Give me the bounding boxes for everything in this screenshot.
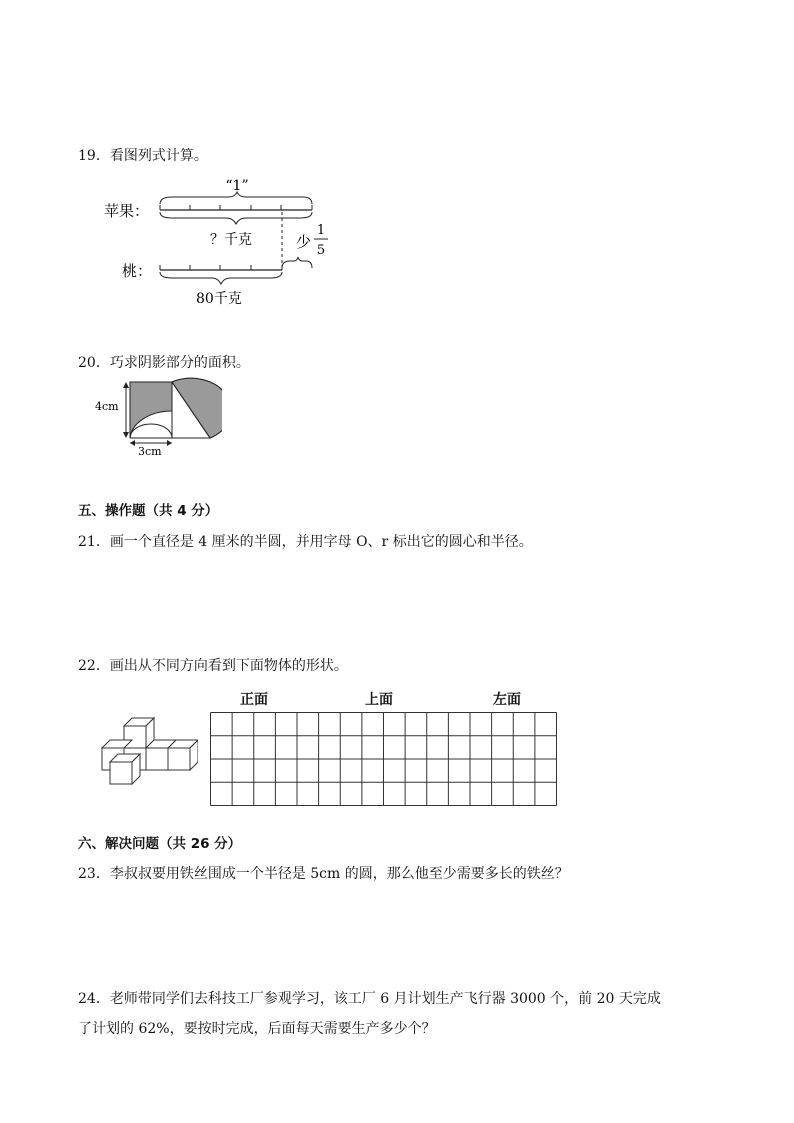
fraction-numerator: 1 (316, 223, 326, 238)
q19-text: 19．看图列式计算。 (78, 148, 208, 164)
peach-under-brace (160, 272, 282, 284)
q24-text-line1: 24．老师带同学们去科技工厂参观学习，该工厂 6 月计划生产飞行器 3000 个，前 20 天完成 (78, 991, 661, 1007)
peach-label: 桃： (122, 262, 153, 280)
section-6-title: 六、解决问题（共 26 分） (78, 836, 242, 852)
q20-diagram (92, 374, 222, 460)
bottom-semicircle (130, 424, 172, 438)
fraction-denominator: 5 (316, 243, 326, 258)
q23-text: 23．李叔叔要用铁丝围成一个半径是 5cm 的圆，那么他至少需要多长的铁丝？ (78, 866, 569, 882)
view-label-left: 左面 (493, 692, 521, 708)
view-label-top: 上面 (365, 692, 393, 708)
answer-grid[interactable] (210, 712, 557, 806)
less-brace (282, 257, 312, 268)
height-label: 4cm (95, 400, 119, 413)
less-label: 少 (296, 233, 312, 251)
apple-ticks (160, 205, 312, 210)
shaded-region-left (130, 382, 172, 438)
q21-text: 21．画一个直径是 4 厘米的半圆，并用字母 O、r 标出它的圆心和半径。 (78, 534, 533, 550)
apple-top-brace (160, 192, 312, 204)
section-5-title: 五、操作题（共 4 分） (78, 503, 219, 519)
shaded-region-right (172, 378, 222, 438)
peach-ticks (160, 265, 282, 270)
q20-text: 20．巧求阴影部分的面积。 (78, 355, 250, 371)
apple-under-brace (160, 212, 312, 224)
q19-diagram (100, 172, 340, 312)
width-label: 3cm (138, 445, 162, 458)
peach-weight: 80千克 (196, 291, 242, 307)
q24-text-line2: 了计划的 62%，要按时完成，后面每天需要生产多少个？ (78, 1021, 436, 1037)
apple-weight: ？千克 (210, 232, 252, 248)
one-label: “1” (225, 178, 249, 194)
apple-label: 苹果： (104, 202, 150, 220)
q22-text: 22．画出从不同方向看到下面物体的形状。 (78, 658, 348, 674)
view-label-front: 正面 (240, 692, 268, 708)
cube-figure (94, 714, 198, 786)
